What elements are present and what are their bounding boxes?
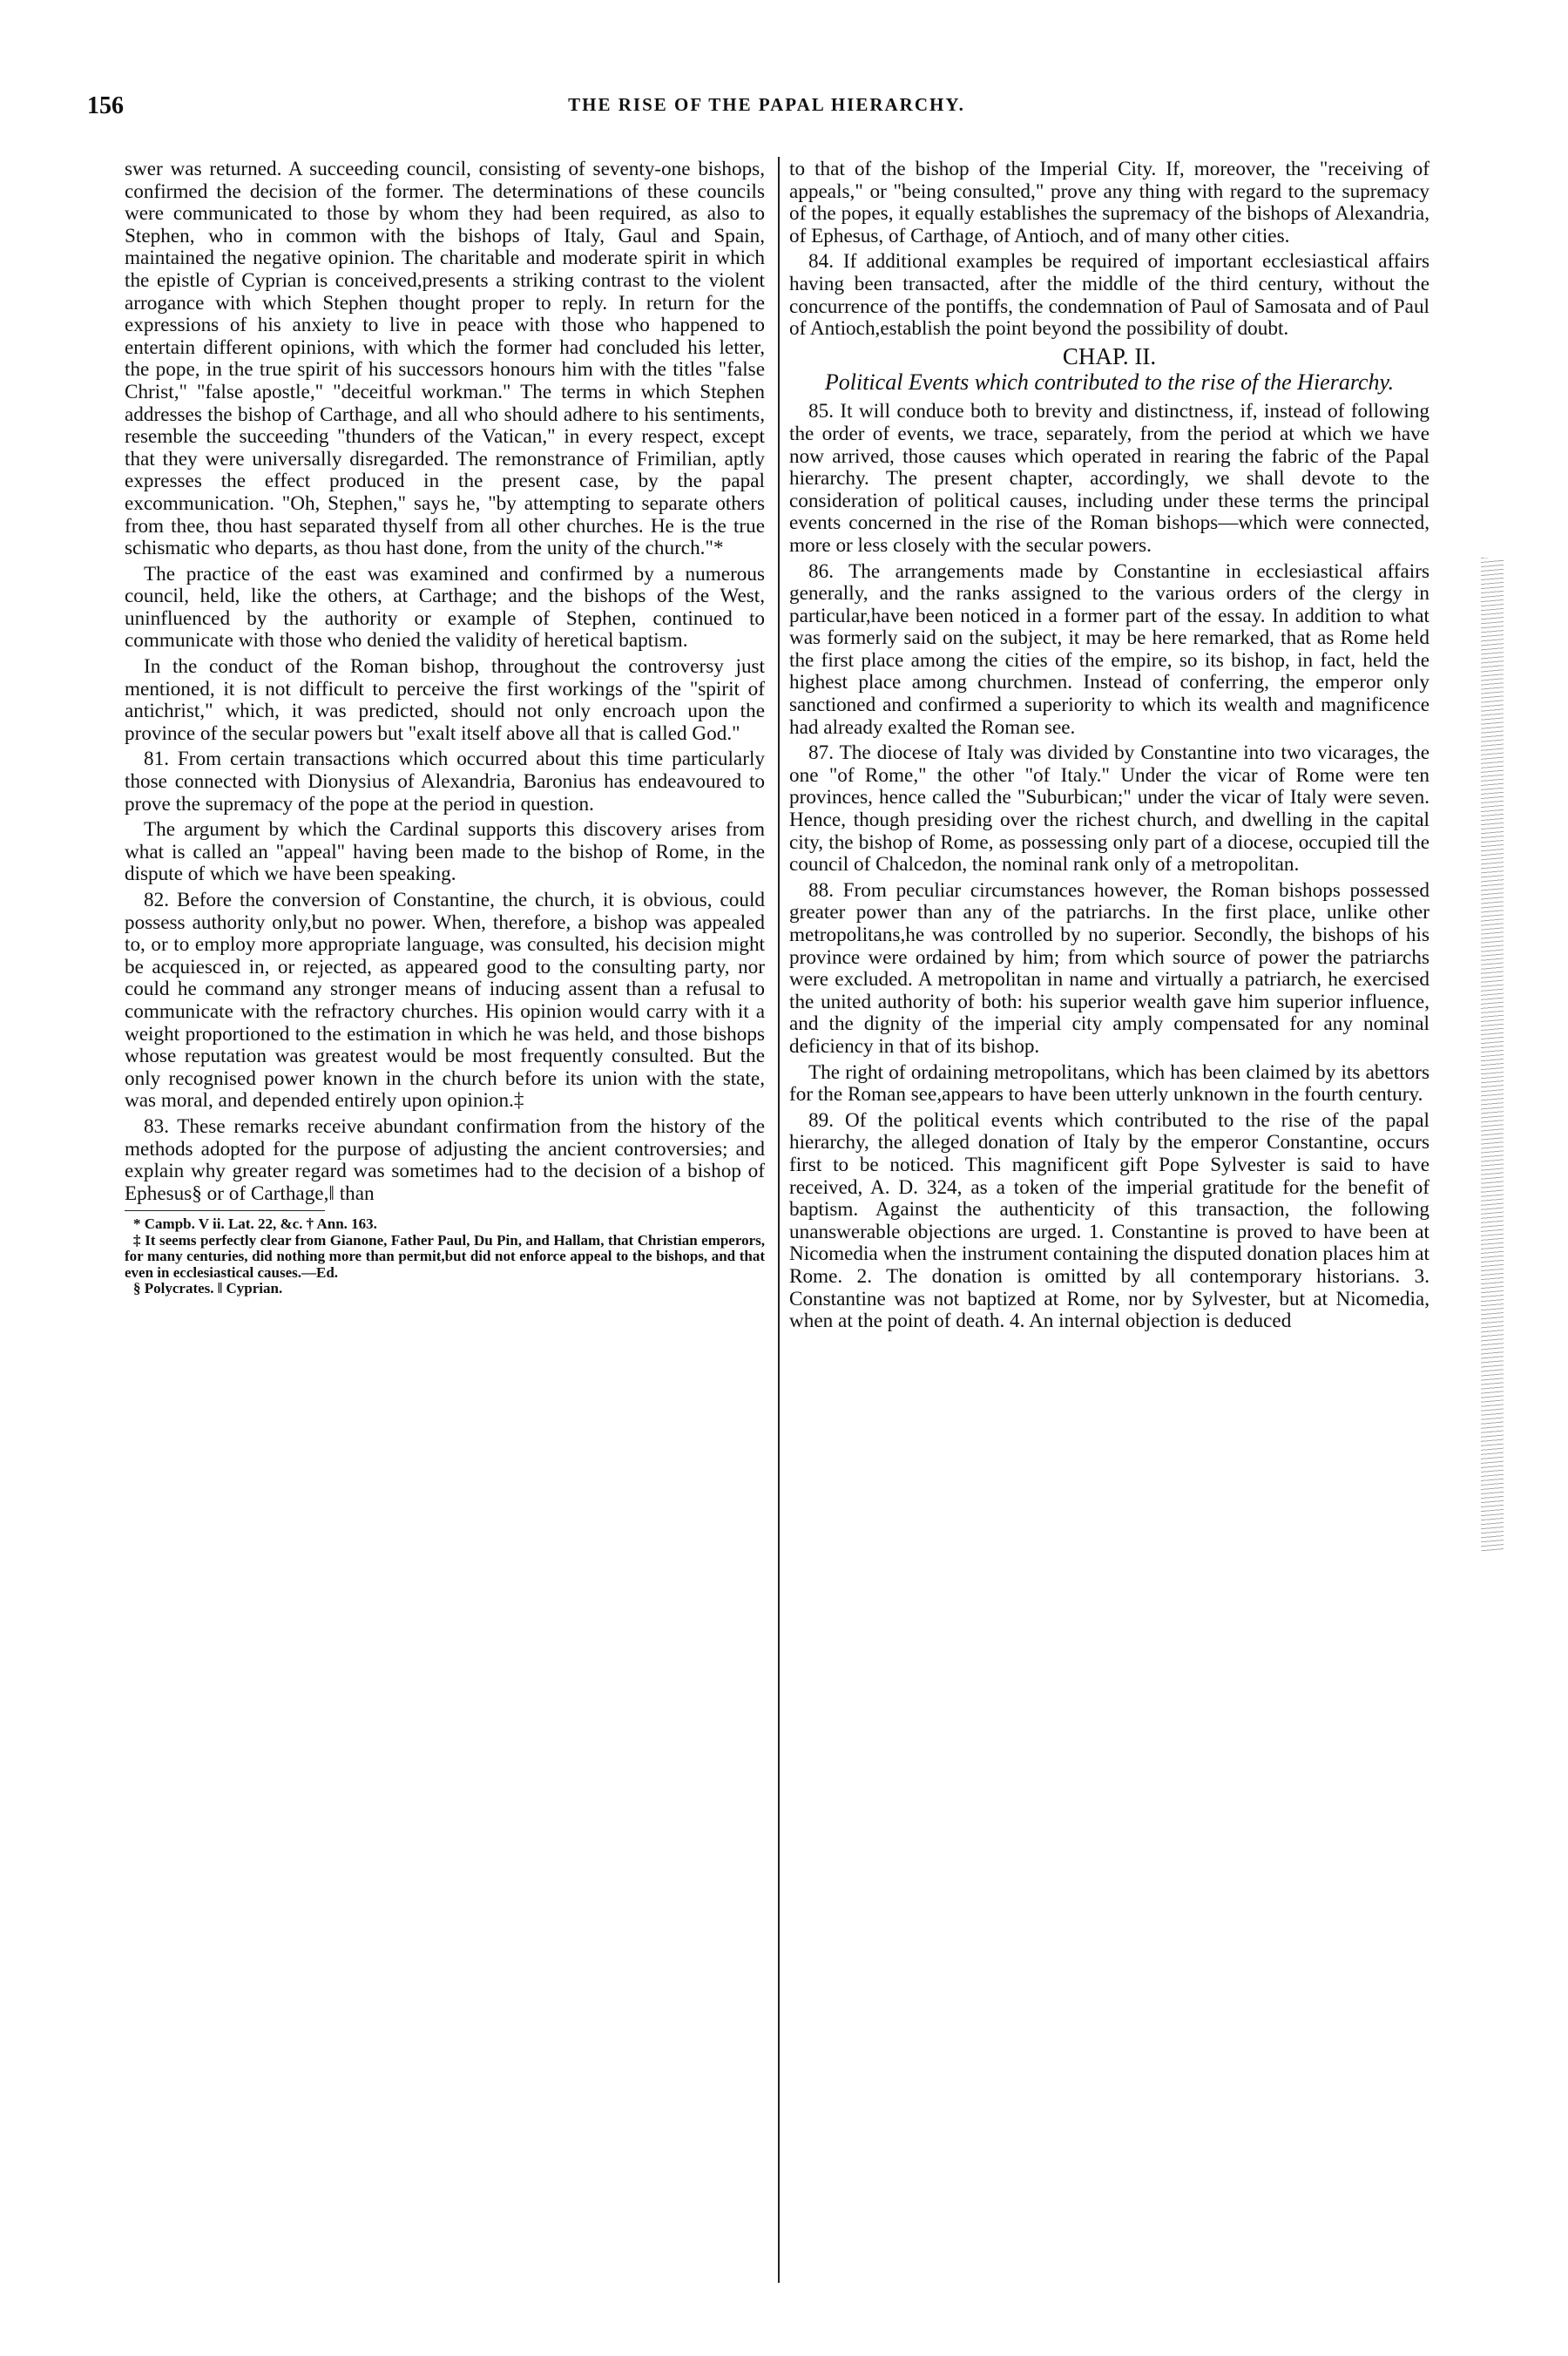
paragraph: The argument by which the Cardinal supports this discovery arises from what is called an "appeal" having been made to the bishop of Rome, in the dispute of which we have been speaking. — [125, 818, 765, 886]
paragraph: 88. From peculiar circumstances however, the Roman bishops possessed greater power than any of the patriarchs. In the first place, unlike other metropolitans,he was controlled by no superior. Secondly, the bishops of his province were ordained by him; from which source of power the patriarchs were excluded. A metropolitan in name and virtually a patriarch, he exercised the united authority of both: his superior wealth gave him superior influence, and the dignity of the imperial city amply compensated for any nominal deficiency in that of its bishop. — [789, 878, 1429, 1058]
footnote: § Polycrates. ‖ Cyprian. — [133, 1280, 283, 1297]
running-head: THE RISE OF THE PAPAL HIERARCHY. — [568, 94, 965, 115]
paragraph: to that of the bishop of the Imperial City. If, moreover, the "receiving of appeals," or "being consulted," prove any thing with regard to the supremacy of the popes, it equally establishes the supremacy of the bishops of Alexandria, of Ephesus, of Carthage, of Antioch, and of many other cities. — [789, 158, 1429, 247]
column-divider — [778, 157, 780, 2283]
paragraph: swer was returned. A succeeding council, consisting of seventy-one bishops, confirmed the decision of the former. The determinations of these councils were communicated to those by whom they had been required, as also to Stephen, who in common with the bishops of Italy, Gaul and Spain, maintained the negative opinion. The charitable and moderate spirit in which the epistle of Cyprian is conceived,presents a striking contrast to the violent arrogance with which Stephen thought proper to reply. In return for the expressions of his anxiety to live in peace with those who happened to entertain different opinions, with which the former had concluded his letter, the pope, in the true spirit of his successors honours him with the titles "false Christ," "false apostle," "deceitful workman." The terms in which Stephen addresses the bishop of Carthage, and all who should adhere to his sentiments, resemble the succeeding "thunders of the Vatican," in every respect, except that they were universally disregarded. The remonstrance of Frimilian, aptly expresses the effect produced in the present case, by the papal excommunication. "Oh, Stephen," says he, "by attempting to separate others from thee, thou hast separated thyself from all other churches. He is the true schismatic who departs, as thou hast done, from the unity of the church."* — [125, 158, 765, 560]
paragraph: 85. It will conduce both to brevity and distinctness, if, instead of following the order of events, we trace, separately, from the period at which we have now arrived, those causes which operated in rearing the fabric of the Papal hierarchy. The present chapter, accordingly, we shall devote to the consideration of political causes, including under these terms the principal events concerned in the rise of the Roman bishops—which were connected, more or less closely with the secular powers. — [789, 400, 1429, 557]
paragraph: 89. Of the political events which contributed to the rise of the papal hierarchy, the alleged donation of Italy by the emperor Constantine, occurs first to be noticed. This magnificent gift Pope Sylvester is said to have received, A. D. 324, as a token of the imperial gratitude for the benefit of baptism. Against the authenticity of this transaction, the following unanswerable objections are urged. 1. Constantine is proved to have been at Nicomedia when the instrument containing the disputed donation places him at Rome. 2. The donation is omitted by all contemporary historians. 3. Constantine was not baptized at Rome, nor by Sylvester, but at Nicomedia, when at the point of death. 4. An internal objection is deduced — [789, 1108, 1429, 1333]
chapter-subtitle: Political Events which contributed to the rise of the Hierarchy. — [824, 369, 1395, 396]
paragraph: 81. From certain transactions which occurred about this time particularly those connected with Dionysius of Alexandria, Baronius has endeavoured to prove the supremacy of the pope at the period in question. — [125, 748, 765, 816]
footnote: * Campb. V ii. Lat. 22, &c. † Ann. 163. — [133, 1215, 377, 1233]
paragraph: 84. If additional examples be required of important ecclesiastical affairs having been transacted, after the middle of the third century, without the concurrence of the pontiffs, the condemnation of Paul of Samosata and of Paul of Antioch,establish the point beyond the possibility of doubt. — [789, 250, 1429, 341]
page-header — [87, 92, 1446, 127]
paragraph: The practice of the east was examined and confirmed by a numerous council, held, like the others, at Carthage; and the bishops of the West, uninfluenced by the authority or example of Stephen, continued to communicate with those who denied the validity of heretical baptism. — [125, 562, 765, 653]
page-number: 156 — [87, 92, 124, 119]
footnote-rule — [125, 1210, 325, 1211]
chapter-title: CHAP. II. — [1062, 342, 1157, 369]
left-column — [125, 159, 765, 1297]
footnotes — [125, 1216, 765, 1297]
paragraph: 83. These remarks receive abundant confirmation from the history of the methods adopted for the purpose of adjusting the ancient controversies; and explain why greater regard was sometimes had to the decision of a bishop of Ephesus§ or of Carthage,‖ than — [125, 1114, 765, 1205]
paragraph: In the conduct of the Roman bishop, throughout the controversy just mentioned, it is not difficult to perceive the first workings of the "spirit of antichrist," which, it was predicted, should not only encroach upon the province of the secular powers but "exalt itself above all that is called God." — [125, 655, 765, 745]
paragraph: 87. The diocese of Italy was divided by Constantine into two vicarages, the one "of Rome," the other "of Italy." Under the vicar of Rome were ten provinces, hence called the "Suburbican;" under the vicar of Italy were seven. Hence, though presiding over the richest church, and dwelling in the capital city, the bishop of Rome, as possessing only part of a diocese, occupied till the council of Chalcedon, the nominal rank only of a metropolitan. — [789, 741, 1429, 877]
paragraph: The right of ordaining metropolitans, which has been claimed by its abettors for the Roman see,appears to have been utterly unknown in the fourth century. — [789, 1060, 1429, 1107]
paragraph: 82. Before the conversion of Constantine, the church, it is obvious, could possess authority only,but no power. When, therefore, a bishop was appealed to, or to employ more appropriate language, was consulted, his decision might be acquiesced in, or rejected, as appeared good to the consulting party, nor could he command any stronger means of inducing assent than a refusal to communicate with the refractory churches. His opinion would carry with it a weight proportioned to the estimation in which he was held, and those bishops whose reputation was greatest would be most frequently consulted. But the only recognised power known in the church before its union with the state, was moral, and depended entirely upon opinion.‡ — [125, 889, 765, 1113]
footnote: ‡ It seems perfectly clear from Gianone, Father Paul, Du Pin, and Hallam, that Christian emperors, for many centuries, did nothing more than permit,but did not enforce appeal to the bishops, and that even in ecclesiastical causes.—Ed. — [125, 1231, 765, 1281]
right-column — [789, 159, 1429, 1337]
page-edge-mark — [1481, 558, 1504, 1551]
paragraph: 86. The arrangements made by Constantine in ecclesiastical affairs generally, and the ranks assigned to the various orders of the clergy in particular,have been noticed in a former part of the essay. In addition to what was formerly said on the subject, it may be here remarked, that as Rome held the first place among the cities of the empire, so its bishop, in fact, held the highest place among churchmen. Instead of conferring, the emperor only sanctioned and confirmed a superiority to which its wealth and magnificence had already exalted the Roman see. — [789, 559, 1429, 739]
